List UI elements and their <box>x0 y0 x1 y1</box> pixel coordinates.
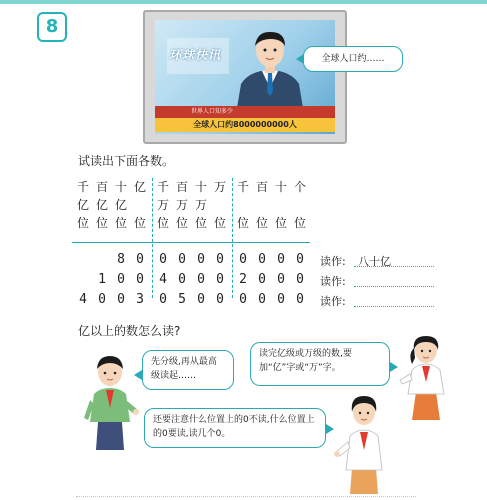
place-header-cell: 百 <box>95 180 108 194</box>
girl-illustration-1 <box>398 334 454 420</box>
place-header-cell: 位 <box>95 216 108 230</box>
read-as-label: 读作: <box>320 295 346 308</box>
girl1-bubble-tail <box>390 362 398 372</box>
place-header-cell: 十 <box>114 180 127 194</box>
answer-line[interactable] <box>354 286 434 287</box>
place-header-cell: 十 <box>274 180 287 194</box>
digit-cell: 1 <box>98 272 106 287</box>
place-header-cell: 个 <box>293 180 306 194</box>
place-header-cell: 百 <box>255 180 268 194</box>
read-as-label: 读作: <box>320 275 346 288</box>
answer-line[interactable] <box>354 306 434 307</box>
place-header-cell: 位 <box>213 216 226 230</box>
digit-cell: 0 <box>277 272 285 287</box>
yi-wan-divider <box>152 178 153 298</box>
digit-cell: 0 <box>98 292 106 307</box>
digit-cell: 0 <box>296 272 304 287</box>
digit-cell: 0 <box>178 272 186 287</box>
place-header-cell: 百 <box>175 180 188 194</box>
digit-cell: 0 <box>117 292 125 307</box>
digit-cell: 0 <box>216 292 224 307</box>
place-header-cell: 千 <box>236 180 249 194</box>
girl2-speech-bubble: 还要注意什么位置上的0不读,什么位置上的0要读,读几个0。 <box>144 408 326 448</box>
place-header-cell: 千 <box>76 180 89 194</box>
digit-cell: 0 <box>178 252 186 267</box>
digit-cell: 4 <box>159 272 167 287</box>
girl1-speech-bubble: 读完亿级或万级的数,要加“亿”字或“万”字。 <box>250 342 390 386</box>
digit-cell: 0 <box>117 272 125 287</box>
place-value-table <box>72 178 312 310</box>
place-header-cell: 位 <box>194 216 207 230</box>
digit-cell: 5 <box>178 292 186 307</box>
question-text: 亿以上的数怎么读? <box>78 324 181 338</box>
place-header-cell: 亿 <box>114 198 127 212</box>
digit-cell: 0 <box>258 252 266 267</box>
digit-cell: 0 <box>239 252 247 267</box>
place-header-cell: 位 <box>255 216 268 230</box>
digit-cell: 0 <box>216 252 224 267</box>
boy-bubble-tail <box>134 370 142 380</box>
news-logo: 环球快讯 <box>169 48 222 62</box>
read-as-label: 读作: <box>320 255 346 268</box>
place-header-cell: 亿 <box>95 198 108 212</box>
place-header-cell: 位 <box>156 216 169 230</box>
place-header-cell: 位 <box>293 216 306 230</box>
digit-cell: 0 <box>136 252 144 267</box>
tv-speech-bubble: 全球人口约…… <box>303 46 403 72</box>
girl-illustration-2 <box>334 390 394 494</box>
place-header-cell: 万 <box>175 198 188 212</box>
place-header-cell: 亿 <box>76 198 89 212</box>
tv-illustration <box>143 10 347 144</box>
digit-cell: 0 <box>296 292 304 307</box>
boy-speech-bubble: 先分级,再从最高级读起…… <box>142 350 234 390</box>
top-accent-bar <box>0 0 487 4</box>
news-anchor-illustration <box>235 26 305 108</box>
place-header-cell: 位 <box>175 216 188 230</box>
problem-number-badge: 8 <box>37 12 67 42</box>
place-header-cell: 万 <box>194 198 207 212</box>
digit-cell: 0 <box>296 252 304 267</box>
digit-cell: 4 <box>79 292 87 307</box>
digit-cell: 0 <box>239 292 247 307</box>
digit-cell: 0 <box>197 252 205 267</box>
place-header-cell: 万 <box>156 198 169 212</box>
digit-cell: 0 <box>277 252 285 267</box>
header-rule <box>72 242 310 243</box>
answer-text: 八十亿 <box>358 255 391 268</box>
girl2-bubble-tail <box>326 424 334 434</box>
tv-screen <box>155 20 335 134</box>
place-header-cell: 位 <box>76 216 89 230</box>
page-bottom-rule <box>76 496 416 497</box>
digit-cell: 0 <box>258 272 266 287</box>
place-header-cell: 万 <box>213 180 226 194</box>
wan-ge-divider <box>232 178 233 298</box>
digit-cell: 0 <box>197 292 205 307</box>
tv-lower-third-title: 世界人口知多少 <box>155 106 335 118</box>
digit-cell: 2 <box>239 272 247 287</box>
place-header-cell: 千 <box>156 180 169 194</box>
digit-cell: 3 <box>136 292 144 307</box>
digit-cell: 8 <box>117 252 125 267</box>
place-header-cell: 位 <box>274 216 287 230</box>
tv-lower-third-headline: 全球人口约8000000000人 <box>155 118 335 132</box>
digit-cell: 0 <box>216 272 224 287</box>
place-header-cell: 十 <box>194 180 207 194</box>
digit-cell: 0 <box>197 272 205 287</box>
digit-cell: 0 <box>159 292 167 307</box>
boy-illustration <box>78 352 142 452</box>
digit-cell: 0 <box>258 292 266 307</box>
place-header-cell: 亿 <box>133 180 146 194</box>
digit-cell: 0 <box>159 252 167 267</box>
instruction-text: 试读出下面各数。 <box>78 154 175 168</box>
digit-cell: 0 <box>136 272 144 287</box>
place-header-cell: 位 <box>133 216 146 230</box>
digit-cell: 0 <box>277 292 285 307</box>
place-header-cell: 位 <box>114 216 127 230</box>
place-header-cell: 位 <box>236 216 249 230</box>
